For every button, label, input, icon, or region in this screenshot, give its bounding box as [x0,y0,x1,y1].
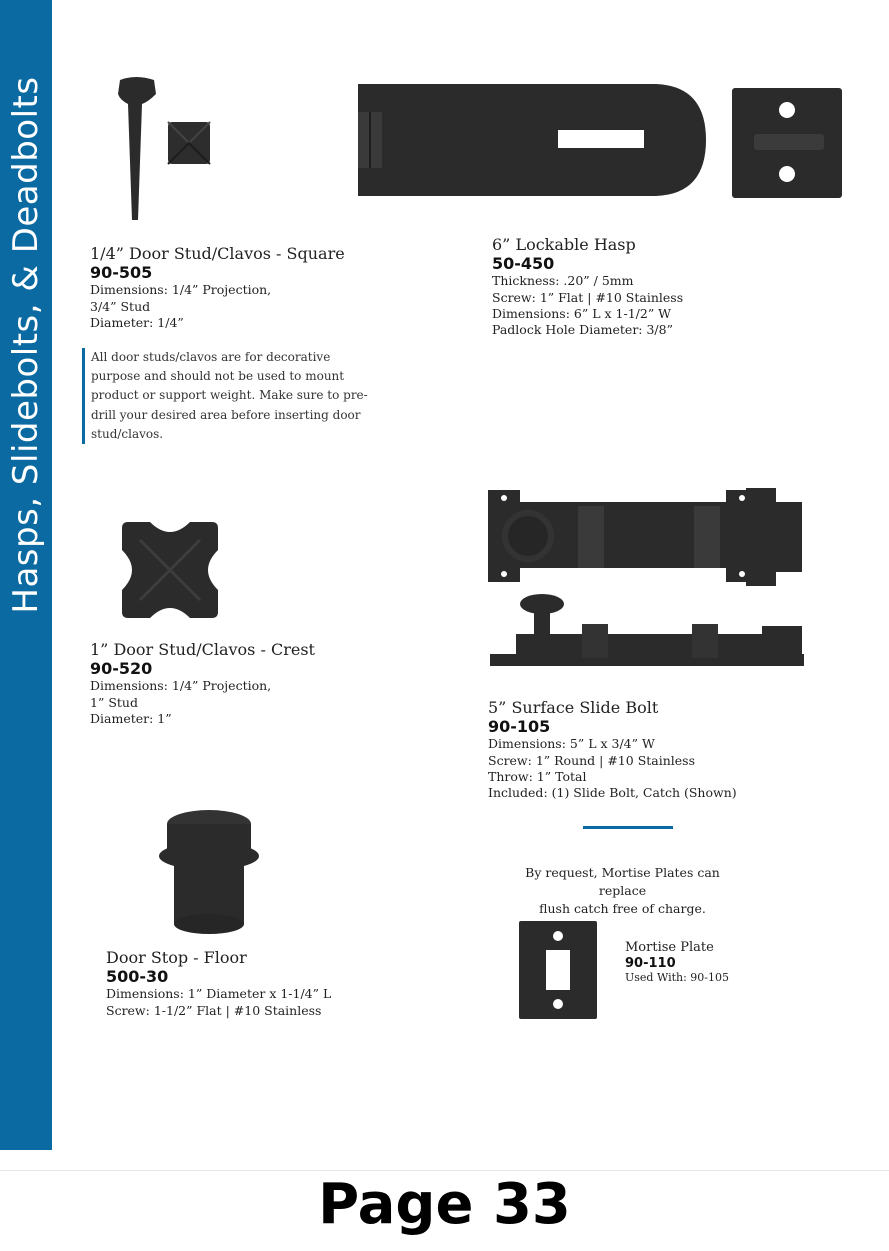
mortise-plate-image [518,920,598,1020]
product-spec: Included: (1) Slide Bolt, Catch (Shown) [488,785,737,801]
product-spec: Screw: 1” Flat | #10 Stainless [492,289,684,305]
product-spec: Throw: 1” Total [488,768,587,784]
product-title: 5” Surface Slide Bolt [488,698,659,717]
product-stud-square [90,244,345,331]
category-sidebar [0,0,52,1150]
product-sku: 500-30 [106,967,169,987]
product-spec: Diameter: 1” [90,710,172,726]
product-stud-crest [90,640,315,727]
product-spec: Padlock Hole Diameter: 3/8” [492,322,673,338]
product-sku: 50-450 [492,254,555,274]
product-spec: Used With: 90-105 [625,971,730,985]
door-stop-image [156,806,262,936]
product-sku: 90-520 [90,659,153,679]
category-title: Hasps, Slidebolts, & Deadbolts [6,76,46,614]
request-note-line: flush catch free of charge. [539,901,706,917]
lockable-hasp-image [356,82,844,200]
request-note-line: By request, Mortise Plates can replace [525,865,720,899]
product-sku: 90-505 [90,263,153,283]
mortise-request-note [505,864,740,918]
product-title: Door Stop - Floor [106,948,247,967]
product-sku: 90-105 [488,717,551,737]
product-mortise-plate [625,940,729,985]
door-stud-crest-image [120,520,220,620]
product-hasp [492,235,683,338]
product-spec: Dimensions: 6” L x 1-1/2” W [492,305,672,321]
product-slide-bolt [488,698,737,801]
product-spec: Screw: 1” Round | #10 Stainless [488,752,696,768]
product-sku: 90-110 [625,955,676,971]
decorative-use-note: All door studs/clavos are for decorative purpose and should not be used to mount product or support weight. Make sure to pre-drill your desired area before inserting door stud/clavos. [82,348,376,444]
product-spec: 1” Stud [90,694,138,710]
product-title: Mortise Plate [625,940,714,955]
product-spec: Thickness: .20” / 5mm [492,273,634,289]
product-door-stop [106,948,331,1019]
product-title: 1” Door Stud/Clavos - Crest [90,640,315,659]
product-title: 1/4” Door Stud/Clavos - Square [90,244,345,263]
section-divider [583,826,673,829]
product-spec: Dimensions: 1/4” Projection, [90,282,272,298]
product-spec: 3/4” Stud [90,298,151,314]
door-stud-square-image [112,74,216,222]
surface-slide-bolt-image [486,484,806,674]
product-spec: Dimensions: 1/4” Projection, [90,678,272,694]
page-number: Page 33 [318,1172,571,1237]
product-title: 6” Lockable Hasp [492,235,636,254]
product-spec: Diameter: 1/4” [90,314,184,330]
product-spec: Dimensions: 5” L x 3/4” W [488,736,655,752]
product-spec: Dimensions: 1” Diameter x 1-1/4” L [106,986,332,1002]
product-spec: Screw: 1-1/2” Flat | #10 Stainless [106,1002,322,1018]
